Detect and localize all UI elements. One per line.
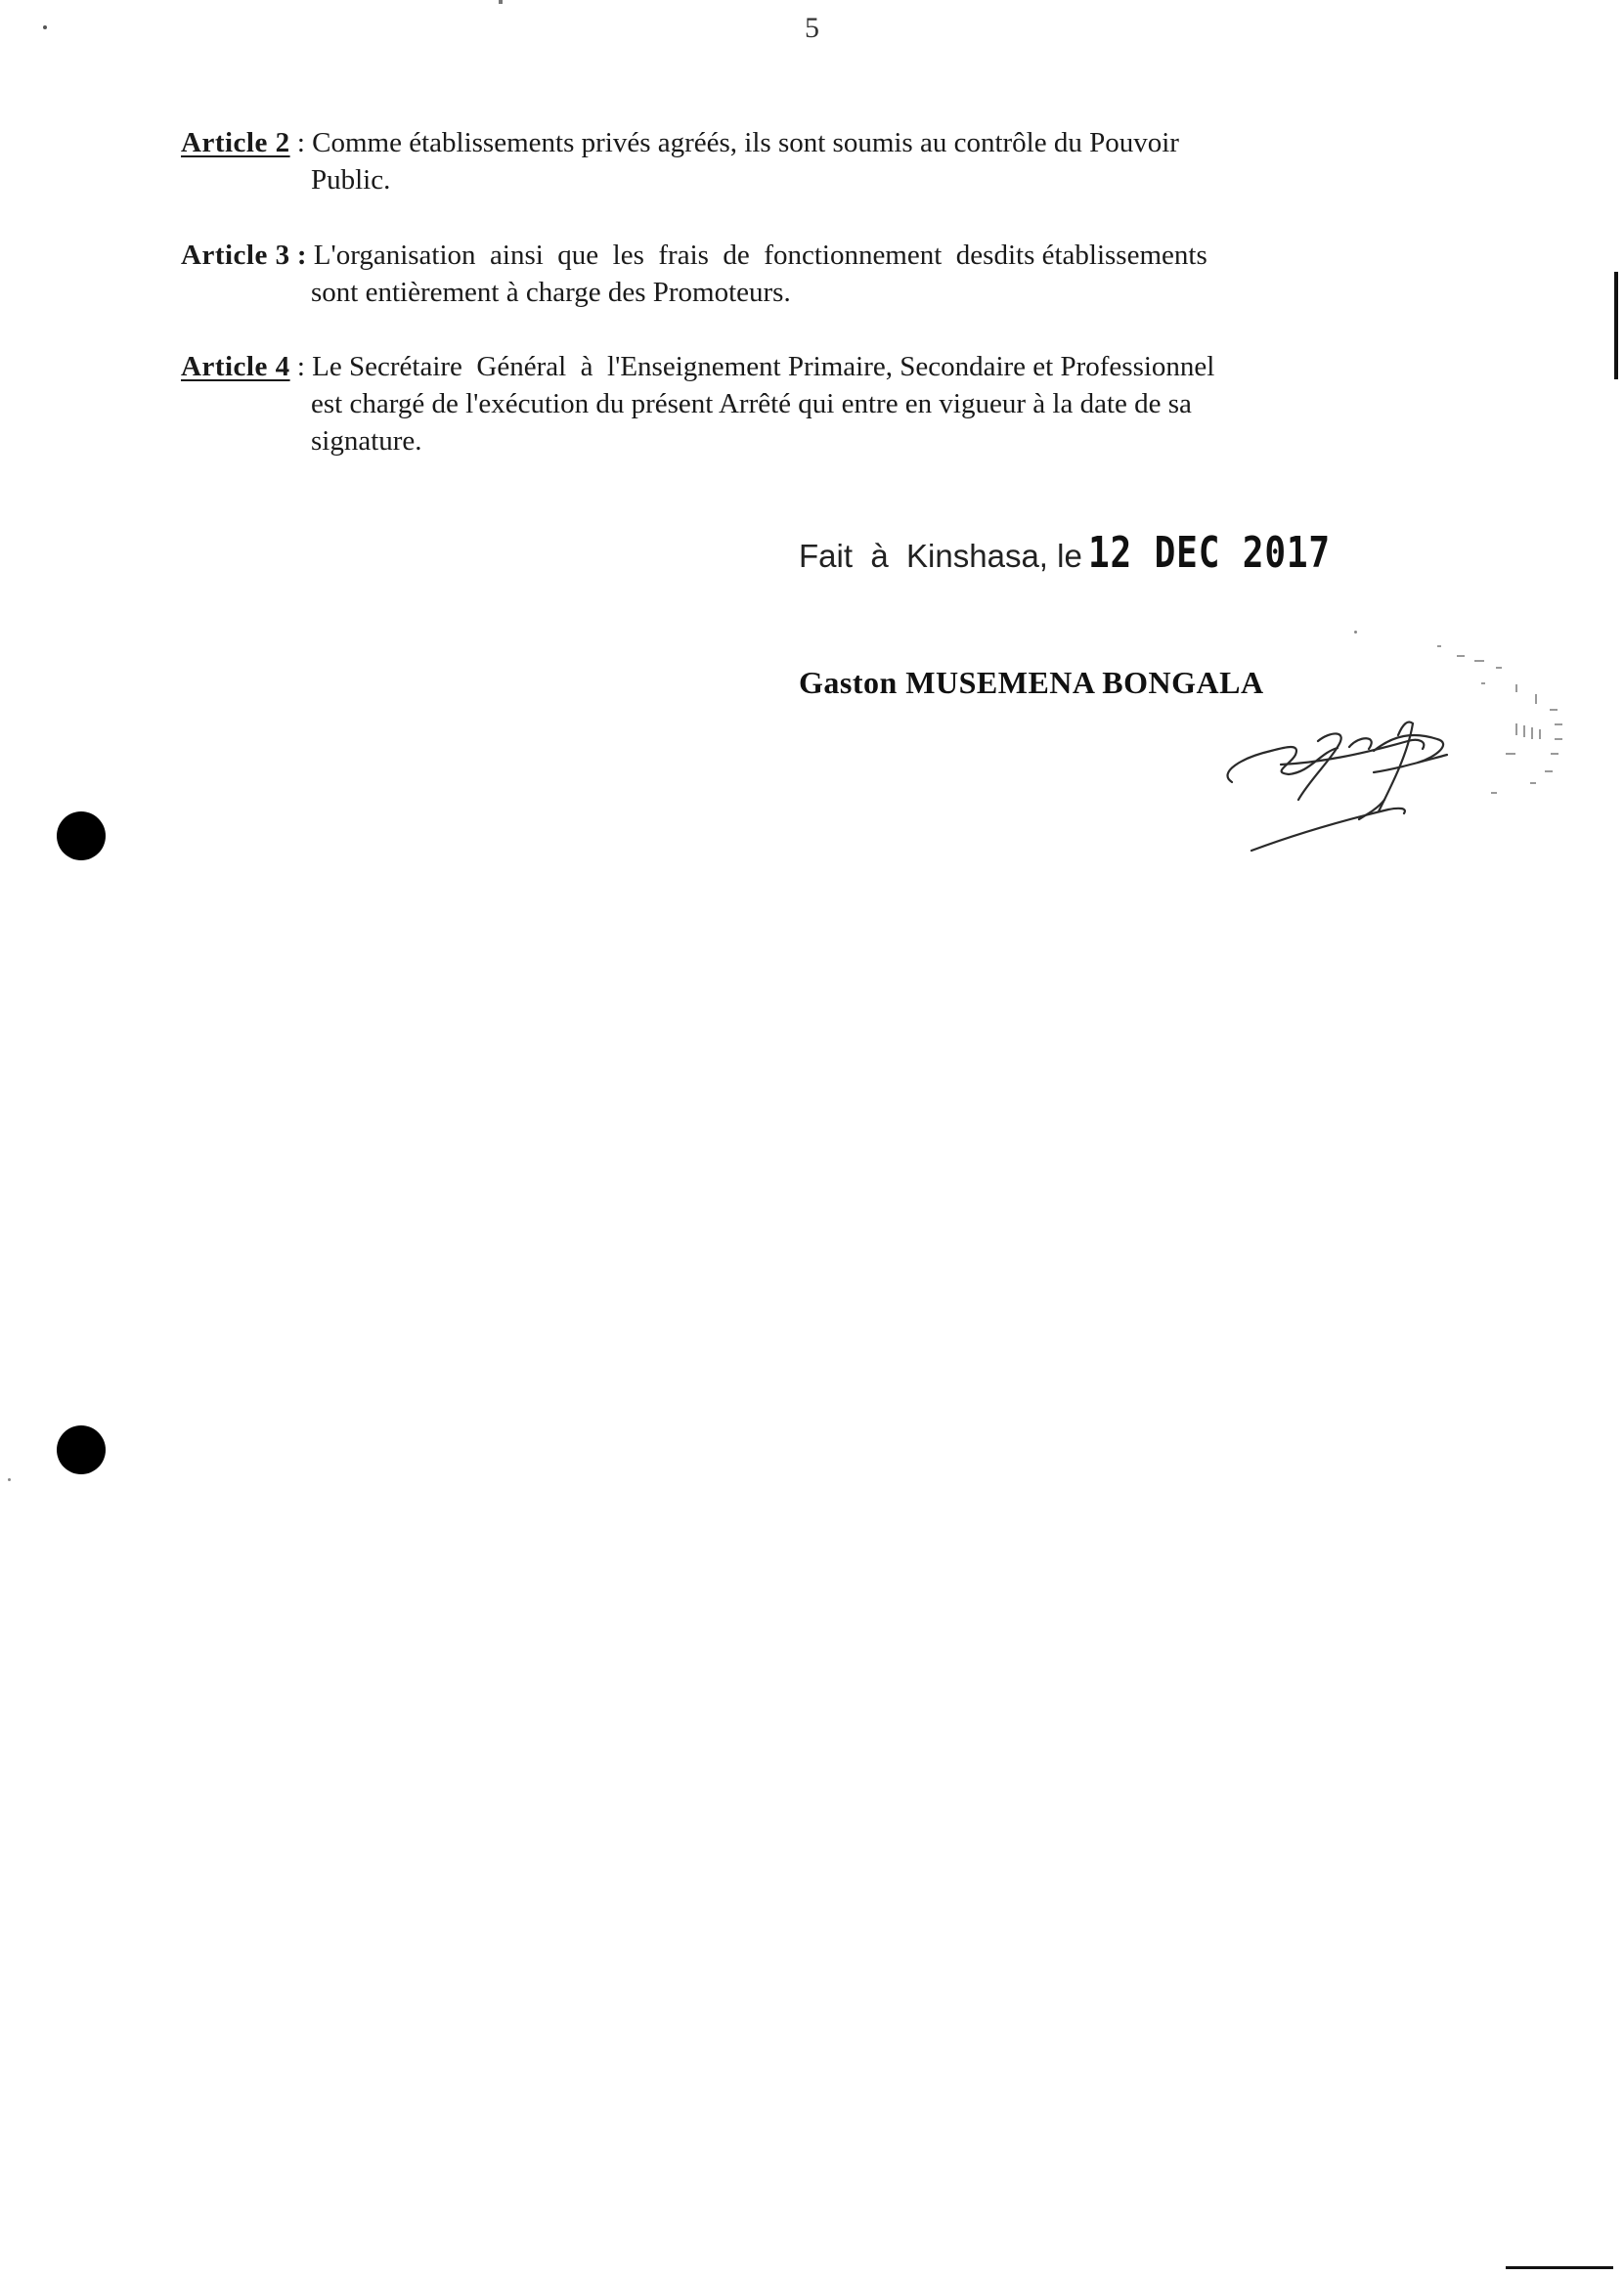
- article-first-line: [181, 237, 1374, 274]
- article-label: Article 2: [181, 127, 290, 158]
- article-4: [181, 348, 1374, 460]
- article-continuation: Public.: [311, 164, 391, 196]
- article-first-line: [181, 124, 1374, 161]
- scan-speck: [1354, 631, 1357, 634]
- article-separator: :: [289, 127, 313, 158]
- scan-edge-mark: [1506, 2266, 1613, 2269]
- article-continuation: signature.: [311, 425, 422, 457]
- scan-speck: [499, 0, 503, 4]
- scan-speck: [8, 1478, 11, 1481]
- scan-edge-mark: [1614, 272, 1618, 379]
- article-first-line: [181, 348, 1374, 385]
- article-separator: :: [289, 240, 314, 271]
- signatory-name: Gaston MUSEMENA BONGALA: [799, 665, 1264, 700]
- article-separator: :: [289, 351, 313, 382]
- article-label: Article 4: [181, 351, 290, 382]
- punch-hole: [57, 811, 106, 860]
- date-stamp: 12 DEC 2017: [1087, 528, 1331, 578]
- article-text: Comme établissements privés agréés, ils sont soumis au contrôle du Pouvoir: [312, 127, 1179, 158]
- article-3: [181, 237, 1374, 311]
- punch-hole: [57, 1425, 106, 1474]
- article-text: L'organisation ainsi que les frais de fonctionnement desdits établissements: [313, 240, 1207, 271]
- article-continuation: sont entièrement à charge des Promoteurs.: [311, 277, 791, 308]
- article-continuation: est chargé de l'exécution du présent Arrêté qui entre en vigueur à la date de sa: [311, 388, 1192, 419]
- handwritten-signature-icon: [1212, 626, 1584, 860]
- place-prefix: Fait à Kinshasa, le: [799, 538, 1082, 574]
- article-text: Le Secrétaire Général à l'Enseignement Primaire, Secondaire et Professionnel: [312, 351, 1215, 382]
- page-number: 5: [805, 12, 819, 44]
- article-2: [181, 124, 1374, 198]
- article-label: Article 3: [181, 240, 290, 271]
- place-and-date: [799, 528, 1383, 578]
